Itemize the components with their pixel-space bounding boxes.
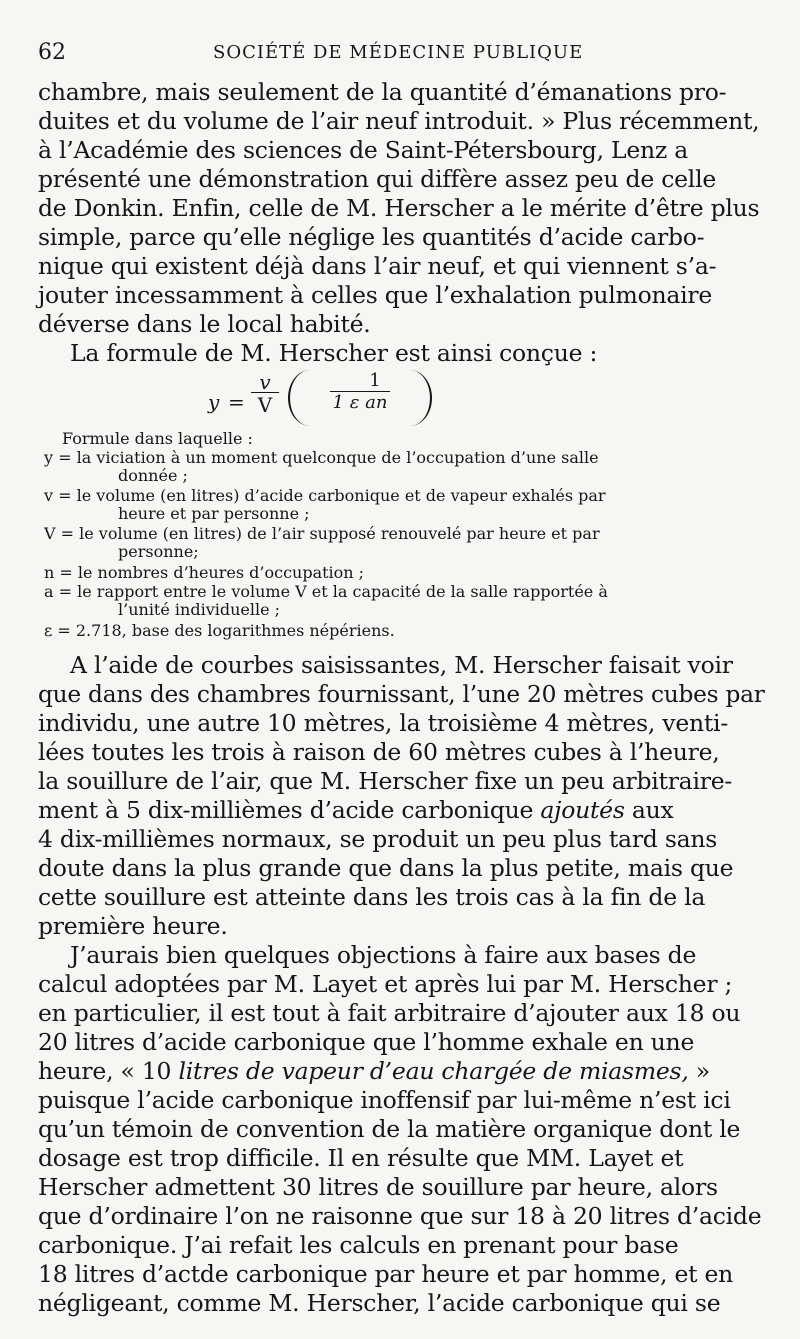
- page-number: 62: [38, 40, 66, 65]
- formula-one: 1: [369, 370, 381, 391]
- formula-intro: La formule de M. Herscher est ainsi conçue :: [70, 339, 598, 367]
- text-line: 18 litres d’actde carbonique par heure et par homme, et en: [38, 1260, 734, 1288]
- legend-line: Formule dans laquelle :: [62, 429, 253, 448]
- text-line: puisque l’acide carbonique inoffensif par lui-même n’est ici: [38, 1086, 731, 1114]
- text-line: Herscher admettent 30 litres de souillure par heure, alors: [38, 1173, 718, 1201]
- text-line: [38, 796, 674, 825]
- legend-line: y = la viciation à un moment quelconque de l’occupation d’une salle: [44, 448, 599, 467]
- text-line: nique qui existent déjà dans l’air neuf, et qui viennent s’a-: [38, 252, 717, 280]
- text-line: qu’un témoin de convention de la matière organique dont le: [38, 1115, 741, 1143]
- text-line: individu, une autre 10 mètres, la troisième 4 mètres, venti-: [38, 709, 729, 737]
- formula-v: v: [259, 370, 271, 394]
- legend-line: l’unité individuelle ;: [118, 600, 281, 619]
- text-span: aux: [631, 796, 674, 824]
- text-line: lées toutes les trois à raison de 60 mètres cubes à l’heure,: [38, 738, 720, 766]
- text-line: que dans des chambres fournissant, l’une 20 mètres cubes par: [38, 680, 765, 708]
- text-line: chambre, mais seulement de la quantité d’émanations pro-: [38, 78, 727, 106]
- formula-parentheses: [288, 370, 432, 426]
- text-line: doute dans la plus grande que dans la plus petite, mais que: [38, 854, 734, 882]
- text-line: première heure.: [38, 912, 228, 940]
- text-line: dosage est trop difficile. Il en résulte que MM. Layet et: [38, 1144, 684, 1172]
- text-line: présenté une démonstration qui diffère assez peu de celle: [38, 165, 716, 193]
- text-line: simple, parce qu’elle néglige les quantités d’acide carbo-: [38, 223, 705, 251]
- text-line: déverse dans le local habité.: [38, 310, 371, 338]
- legend-line: donnée ;: [118, 466, 188, 485]
- text-line: 4 dix-millièmes normaux, se produit un peu plus tard sans: [38, 825, 718, 853]
- text-line: 20 litres d’acide carbonique que l’homme exhale en une: [38, 1028, 695, 1056]
- text-span: »: [695, 1057, 710, 1085]
- running-title: SOCIÉTÉ DE MÉDECINE PUBLIQUE: [213, 42, 584, 63]
- formula-V: V: [257, 393, 273, 417]
- legend-line: heure et par personne ;: [118, 504, 310, 523]
- text-line: la souillure de l’air, que M. Herscher fixe un peu arbitraire-: [38, 767, 733, 795]
- text-line: négligeant, comme M. Herscher, l’acide carbonique qui se: [38, 1289, 721, 1317]
- formula-y: y: [208, 390, 220, 414]
- text-line: [38, 1057, 710, 1086]
- text-line: cette souillure est atteinte dans les trois cas à la fin de la: [38, 883, 706, 911]
- text-line: A l’aide de courbes saisissantes, M. Herscher faisait voir: [70, 651, 733, 679]
- text-line: de Donkin. Enfin, celle de M. Herscher a le mérite d’être plus: [38, 194, 760, 222]
- legend-line: personne;: [118, 542, 199, 561]
- text-line: en particulier, il est tout à fait arbitraire d’ajouter aux 18 ou: [38, 999, 741, 1027]
- formula-eps-an: 1 ε an: [332, 392, 388, 413]
- legend-line: v = le volume (en litres) d’acide carbonique et de vapeur exhalés par: [44, 486, 606, 505]
- text-span: ment à 5 dix-millièmes d’acide carbonique: [38, 796, 534, 824]
- formula-fraction-vV: [250, 370, 280, 417]
- legend-line: ε = 2.718, base des logarithmes népériens.: [44, 621, 395, 640]
- italic-span: litres de vapeur d’eau chargée de miasmes,: [178, 1057, 689, 1085]
- formula-equals: =: [228, 390, 245, 414]
- text-span: heure, « 10: [38, 1057, 172, 1085]
- legend-line: a = le rapport entre le volume V et la capacité de la salle rapportée à: [44, 582, 608, 601]
- text-line: J’aurais bien quelques objections à faire aux bases de: [70, 941, 697, 969]
- text-line: jouter incessamment à celles que l’exhalation pulmonaire: [38, 281, 713, 309]
- formula-fraction-eps: [320, 370, 400, 413]
- italic-span: ajoutés: [540, 796, 625, 824]
- text-line: que d’ordinaire l’on ne raisonne que sur 18 à 20 litres d’acide: [38, 1202, 762, 1230]
- text-line: duites et du volume de l’air neuf introduit. » Plus récemment,: [38, 107, 760, 135]
- formula: [180, 370, 480, 426]
- text-line: à l’Académie des sciences de Saint-Pétersbourg, Lenz a: [38, 136, 689, 164]
- text-line: carbonique. J’ai refait les calculs en prenant pour base: [38, 1231, 679, 1259]
- text-line: calcul adoptées par M. Layet et après lui par M. Herscher ;: [38, 970, 733, 998]
- legend-line: n = le nombres d’heures d’occupation ;: [44, 563, 365, 582]
- page-header: [38, 40, 758, 66]
- legend-line: V = le volume (en litres) de l’air supposé renouvelé par heure et par: [44, 524, 600, 543]
